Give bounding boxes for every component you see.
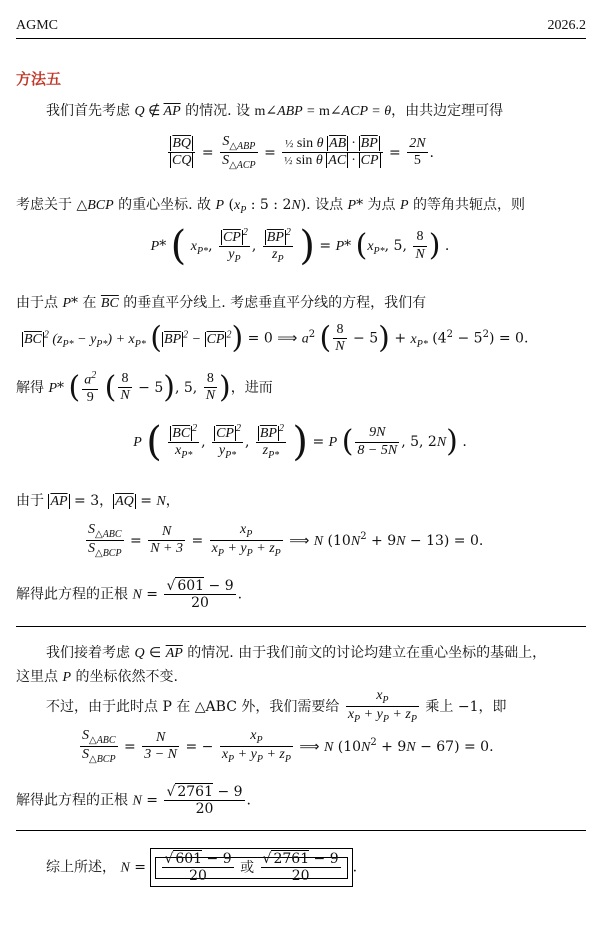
paragraph-3: 由于点 P* 在 $\overline{BC}$ 的垂直平分线上. 考虑垂直平分线的方程，我们有	[16, 295, 427, 311]
page-header	[16, 18, 586, 39]
condition-q-not-ap: Q ∉ $\overline{AP}$	[134, 104, 181, 119]
paragraph-7-line-2: 这里点 P 的坐标依然不变.	[16, 669, 178, 685]
equation-4: P ( $\frac{\overline{BC} ^2}{x_{P*}}$ , $\frac{\overline{CP} ^2}{y_{P*}}$ , $\frac{\overline{BP} ^2}{z_{P*}}$ ) = P ( $\frac{9N}{8 - 5N}$ , 5, 2N) .	[133, 419, 467, 465]
divider-1	[16, 626, 586, 627]
paragraph-1: 我们首先考虑 Q ∉ $\overline{AP}$ 的情况. 设 m∠ABP = m∠ACP = θ，由共边定理可得	[46, 103, 504, 119]
paragraph-5: 由于 $\overline{AP} = 3$， $\overline{AQ} = N$，	[16, 493, 180, 509]
equation-3: $\overline{BC}$ $^2$ $(z_{P*} - y_{P*}) + x_{P*}$ ( $\overline{BP}$ $^2 - \overline{CP}$ $^2$) = 0 ⟹ $a^2$ ( $\frac{8}{N}$ − $5) + x_{P*}$ $(4^2 - 5^2) = 0$.	[24, 320, 529, 356]
section-title: 方法五	[16, 70, 62, 88]
header-right: 2026.2	[547, 18, 586, 33]
header-left: AGMC	[16, 18, 59, 33]
equation-2: P* ( $x_{P*}$, $\frac{\overline{CP} ^2}{y_P}$ , $\frac{\overline{BP} ^2}{z_P}$ ) = P* ($x_{P*}$, 5, $\frac{8}{N}$ ) .	[150, 223, 450, 269]
equation-6: $\frac{S_{\triangle ABC}}{S_{\triangle BCP}}$ = $\frac{N}{3 - N}$ = − $\frac{x_P}{x_P + y_P + z_P}$ ⟹ N $(10N^2 + 9N - 67) = 0$.	[82, 728, 494, 766]
paragraph-8: 解得此方程的正根 N = $\frac{√ 2761 - 9}{20}$ .	[16, 784, 251, 818]
divider-2	[16, 830, 586, 831]
paragraph-2: 考虑关于 △BCP 的重心坐标. 故 P ($x_P$ : 5 : 2N). 设点 P* 为点 P 的等角共轭点，则	[16, 197, 525, 216]
paragraph-7-line-3: 不过，由于此时点 P 在 △ABC 外，我们需要给 $\frac{x_P}{x_P + y_P + z_P}$ 乘上 −1，即	[46, 688, 507, 726]
angle-equality: m∠ABP = m∠ACP = θ	[254, 104, 392, 119]
equation-1: $\frac{\overline{BQ}}{CQ}$ = $\frac{S_{\triangle ABP}}{S_{\triangle ACP}}$ = $\frac{\frac{1}{2} \sin \theta \overline{AB} \cdot \overline{BP}}{\frac{1}{2} \sin \theta \overline{AC} \cdot \overline{CP}}$ = $\frac{2N}{5}$ .	[0, 134, 600, 172]
paragraph-4: 解得 P* ( $\frac{a^2}{9}$ ( $\frac{8}{N}$ − 5), 5, $\frac{8}{N}$ )，进而	[16, 369, 273, 405]
equation-5: $\frac{S_{\triangle ABC}}{S_{\triangle BCP}}$ = $\frac{N}{N + 3}$ = $\frac{x_P}{x_P + y_P + z_P}$ ⟹ N $(10N^2 + 9N - 13) = 0$.	[88, 522, 484, 560]
answer-box: $\frac{√ 601 - 9}{20}$ 或 $\frac{√ 2761 - 9}{20}$	[150, 848, 352, 887]
paragraph-7-line-1: 我们接着考虑 Q ∈ $\overline{AP}$ 的情况. 由于我们前文的讨论均建立在重心坐标的基础上，	[46, 645, 547, 661]
paragraph-6: 解得此方程的正根 N = $\frac{√ 601 - 9}{20}$ .	[16, 578, 243, 612]
summary: 综上所述， N = $\frac{√ 601 - 9}{20}$ 或 $\frac{√ 2761 - 9}{20}$ .	[46, 848, 357, 887]
